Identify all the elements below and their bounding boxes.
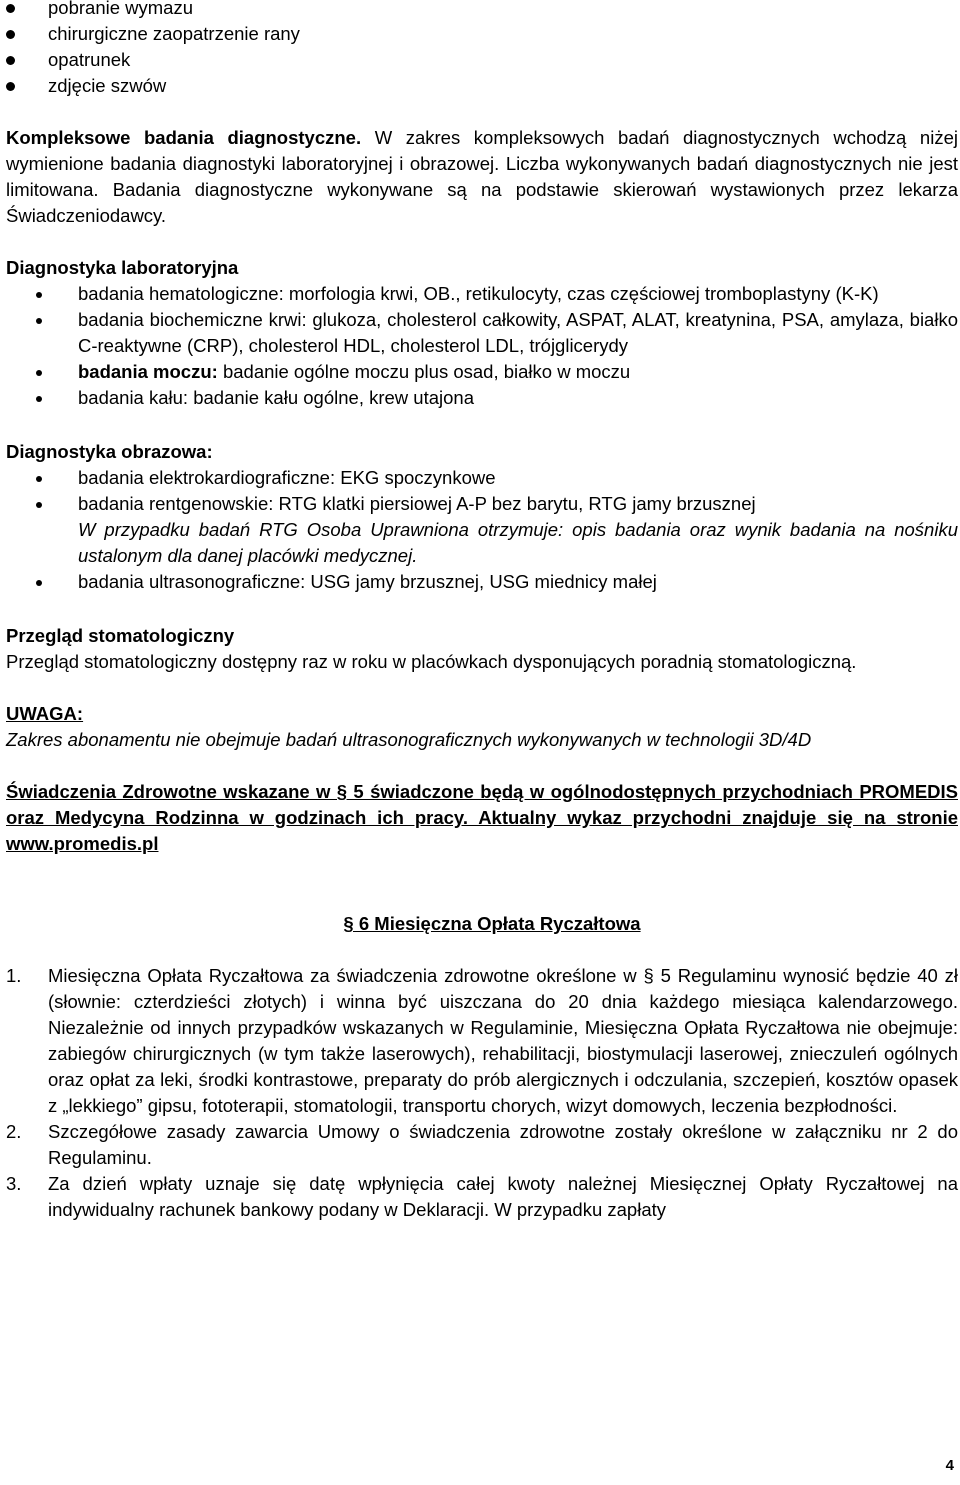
list-item: pobranie wymazu bbox=[6, 0, 958, 21]
item-text: Szczegółowe zasady zawarcia Umowy o świadczenia zdrowotne zostały określone w załączniku nr 2 do Regulaminu. bbox=[48, 1121, 958, 1168]
list-item: badania elektrokardiograficzne: EKG spoczynkowe bbox=[6, 465, 958, 491]
stomatology-heading: Przegląd stomatologiczny bbox=[6, 625, 235, 646]
page-number: 4 bbox=[945, 1457, 954, 1474]
list-item: chirurgiczne zaopatrzenie rany bbox=[6, 21, 958, 47]
rtg-text: badania rentgenowskie: RTG klatki piersiowej A-P bez barytu, RTG jamy brzusznej bbox=[78, 493, 756, 514]
stomatology-text: Przegląd stomatologiczny dostępny raz w roku w placówkach dysponujących poradnią stomatologiczną. bbox=[6, 651, 857, 672]
list-item: badania hematologiczne: morfologia krwi, OB., retikulocyty, czas częściowej tromboplastyny (K-K) bbox=[6, 281, 958, 307]
item-text: Za dzień wpłaty uznaje się datę wpłynięcia całej kwoty należnej Miesięcznej Opłaty Ryczałtowej na indywidualny rachunek bankowy podany w Deklaracji. W przypadku zapłaty bbox=[48, 1173, 958, 1220]
item-number: 1. bbox=[6, 965, 22, 986]
section-6-heading: § 6 Miesięczna Opłata Ryczałtowa bbox=[343, 913, 641, 934]
comprehensive-diagnostics-text: W zakres kompleksowych badań diagnostycznych wchodzą niżej wymienione badania diagnostyki laboratoryjnej i obrazowej. Liczba wykonywanych badań diagnostycznych nie jest limitowana. Badania diagnostyczne wykonywane są na podstawie skierowań wystawionych przez lekarza Świadczeniodawcy. bbox=[6, 127, 958, 226]
urine-text: badanie ogólne moczu plus osad, białko w moczu bbox=[217, 361, 631, 382]
list-item bbox=[6, 359, 958, 385]
list-item: opatrunek bbox=[6, 47, 958, 73]
numbered-item bbox=[6, 1171, 958, 1223]
imaging-heading: Diagnostyka obrazowa: bbox=[6, 441, 213, 462]
list-item: badania biochemiczne krwi: glukoza, cholesterol całkowity, ASPAT, ALAT, kreatynina, PSA, amylaza, białko C-reaktywne (CRP), cholesterol HDL, cholesterol LDL, trójglicerydy bbox=[6, 307, 958, 359]
lab-diagnostics-heading: Diagnostyka laboratoryjna bbox=[6, 257, 239, 278]
lab-diagnostics-list bbox=[6, 281, 958, 411]
comprehensive-diagnostics-heading: Kompleksowe badania diagnostyczne. bbox=[6, 127, 362, 148]
comprehensive-diagnostics-paragraph bbox=[6, 125, 958, 229]
rtg-note: W przypadku badań RTG Osoba Uprawniona otrzymuje: opis badania oraz wynik badania na nośniku ustalonym dla danej placówki medycznej. bbox=[78, 519, 958, 566]
item-text: Miesięczna Opłata Ryczałtowa za świadczenia zdrowotne określone w § 5 Regulaminu wynosić będzie 40 zł (słownie: czterdzieści złotych) i winna być uiszczana do 20 dnia każdego miesiąca kalendarzowego. Niezależnie od innych przypadków wskazanych w Regulaminie, Miesięczna Opłata Ryczałtowa nie obejmuje: zabiegów chirurgicznych (w tym także laserowych), rehabilitacji, biostymulacji laserowej, znieczuleń ogólnych oraz opłat za leki, środki kontrastowe, preparaty do prób alergicznych i odczulania, szczepień, kosztów opasek z „lekkiego” gipsu, fototerapii, stomatologii, transportu chorych, wizyt domowych, leczenia bezpłodności. bbox=[48, 965, 958, 1116]
document-page bbox=[6, 0, 958, 1223]
procedure-list bbox=[6, 0, 958, 99]
warning-text: Zakres abonamentu nie obejmuje badań ultrasonograficznych wykonywanych w technologii 3D/4D bbox=[6, 729, 812, 750]
list-item: badania ultrasonograficzne: USG jamy brzusznej, USG miednicy małej bbox=[6, 569, 958, 595]
urine-label: badania moczu: bbox=[78, 361, 218, 382]
list-item bbox=[6, 491, 958, 569]
list-item: badania kału: badanie kału ogólne, krew utajona bbox=[6, 385, 958, 411]
list-item: zdjęcie szwów bbox=[6, 73, 958, 99]
section-6-list bbox=[6, 963, 958, 1223]
numbered-item bbox=[6, 963, 958, 1119]
item-number: 2. bbox=[6, 1121, 22, 1142]
item-number: 3. bbox=[6, 1173, 22, 1194]
numbered-item bbox=[6, 1119, 958, 1171]
warning-label: UWAGA: bbox=[6, 703, 84, 724]
imaging-list bbox=[6, 465, 958, 595]
clinics-notice: Świadczenia Zdrowotne wskazane w § 5 świadczone będą w ogólnodostępnych przychodniach PROMEDIS oraz Medycyna Rodzinna w godzinach ich pracy. Aktualny wykaz przychodni znajduje się na stronie www.promedis.pl bbox=[6, 781, 958, 854]
